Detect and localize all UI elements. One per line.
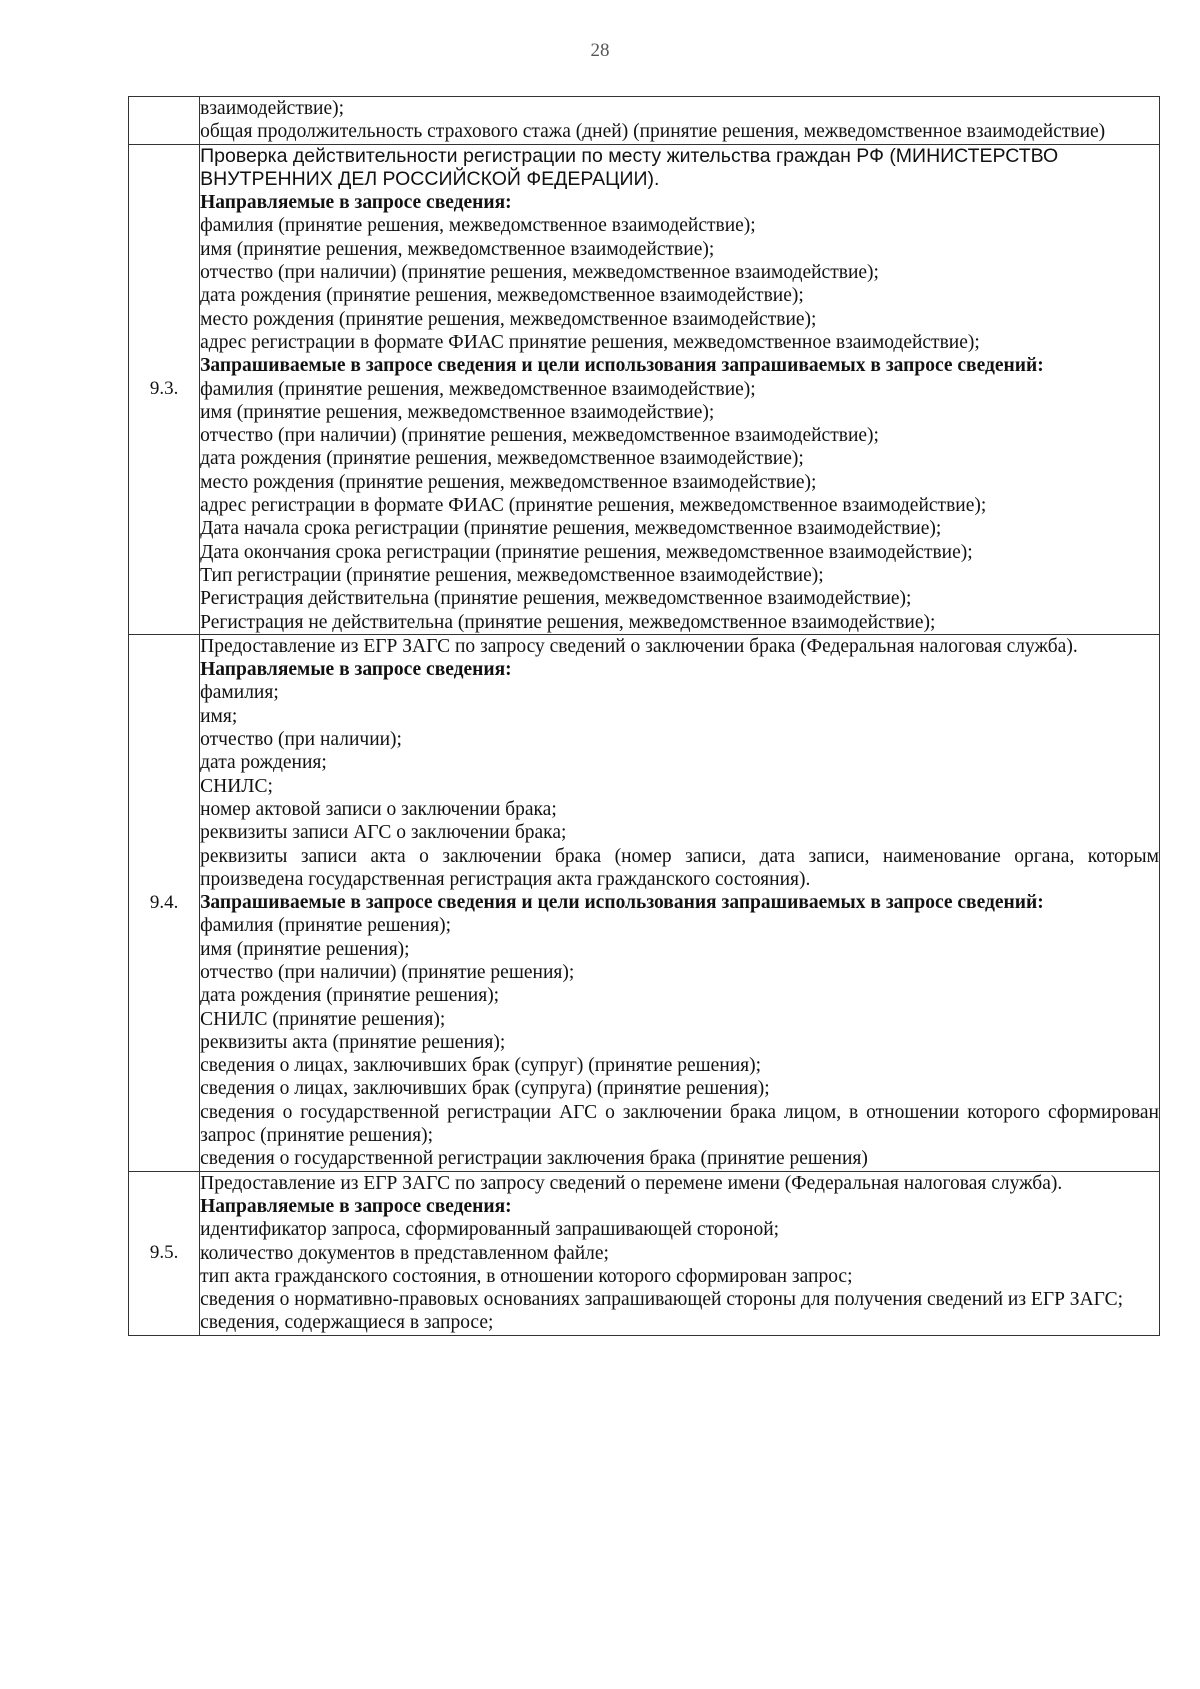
list-item: реквизиты акта (принятие решения); xyxy=(200,1031,506,1053)
list-item: дата рождения; xyxy=(200,752,327,774)
row-number xyxy=(129,97,200,145)
list-item: Проверка действительности регистрации по месту жительства граждан РФ (МИНИСТЕРСТВО ВНУТРЕННИХ ДЕЛ РОССИЙСКОЙ ФЕДЕРАЦИИ). xyxy=(200,144,1059,190)
list-item: тип акта гражданского состояния, в отношении которого сформирован запрос; xyxy=(200,1265,853,1287)
list-item: имя; xyxy=(200,705,238,727)
list-item: отчество (при наличии) (принятие решения, межведомственное взаимодействие); xyxy=(200,425,879,447)
table-row xyxy=(129,97,1160,145)
list-item: отчество (при наличии) (принятие решения, межведомственное взаимодействие); xyxy=(200,262,879,284)
list-item: место рождения (принятие решения, межведомственное взаимодействие); xyxy=(200,471,817,493)
list-item: имя (принятие решения); xyxy=(200,938,410,960)
section-heading: Направляемые в запросе сведения: xyxy=(200,1195,512,1217)
row-content xyxy=(200,634,1160,1171)
list-item: номер актовой записи о заключении брака; xyxy=(200,798,557,820)
list-item: дата рождения (принятие решения, межведомственное взаимодействие); xyxy=(200,285,804,307)
list-item: сведения, содержащиеся в запросе; xyxy=(200,1312,494,1334)
list-item: идентификатор запроса, сформированный запрашивающей стороной; xyxy=(200,1219,780,1241)
list-item: Регистрация не действительна (принятие решения, межведомственное взаимодействие); xyxy=(200,611,936,633)
list-item: СНИЛС; xyxy=(200,775,273,797)
list-item: отчество (при наличии) (принятие решения); xyxy=(200,961,575,983)
list-item: Предоставление из ЕГР ЗАГС по запросу сведений о заключении брака (Федеральная налоговая служба). xyxy=(200,635,1078,657)
list-item: имя (принятие решения, межведомственное взаимодействие); xyxy=(200,401,715,423)
section-heading: Направляемые в запросе сведения: xyxy=(200,659,512,681)
section-heading: Направляемые в запросе сведения: xyxy=(200,192,512,214)
row-content xyxy=(200,1171,1160,1335)
list-item: Регистрация действительна (принятие решения, межведомственное взаимодействие); xyxy=(200,588,912,610)
list-item: сведения о государственной регистрации заключения брака (принятие решения) xyxy=(200,1148,868,1170)
list-item: Тип регистрации (принятие решения, межведомственное взаимодействие); xyxy=(200,564,824,586)
table-row xyxy=(129,634,1160,1171)
page-number: 28 xyxy=(590,40,610,61)
list-item: место рождения (принятие решения, межведомственное взаимодействие); xyxy=(200,308,817,330)
row-number: 9.3. xyxy=(129,144,200,634)
list-item: адрес регистрации в формате ФИАС (принятие решения, межведомственное взаимодействие); xyxy=(200,495,987,517)
requirements-table xyxy=(128,96,1160,1336)
list-item: фамилия (принятие решения, межведомственное взаимодействие); xyxy=(200,215,756,237)
row-number: 9.4. xyxy=(129,634,200,1171)
list-item: фамилия (принятие решения); xyxy=(200,915,452,937)
row-number: 9.5. xyxy=(129,1171,200,1335)
list-item: отчество (при наличии); xyxy=(200,729,402,751)
section-heading: Запрашиваемые в запросе сведения и цели использования запрашиваемых в запросе сведений: xyxy=(200,892,1044,914)
list-item: сведения о государственной регистрации АГС о заключении брака лицом, в отношении которого сформирован запрос (принятие решения); xyxy=(200,1101,1159,1147)
list-item: сведения о лицах, заключивших брак (супруга) (принятие решения); xyxy=(200,1078,770,1100)
row-content xyxy=(200,144,1160,634)
list-item: количество документов в представленном файле; xyxy=(200,1242,609,1264)
list-item: СНИЛС (принятие решения); xyxy=(200,1008,446,1030)
list-item: Дата начала срока регистрации (принятие решения, межведомственное взаимодействие); xyxy=(200,518,942,540)
list-item: дата рождения (принятие решения); xyxy=(200,985,500,1007)
list-item: взаимодействие); xyxy=(200,98,345,119)
list-item: общая продолжительность страхового стажа (дней) (принятие решения, межведомственное взаимодействие) xyxy=(200,121,1106,143)
list-item: Дата окончания срока регистрации (принятие решения, межведомственное взаимодействие); xyxy=(200,541,973,563)
section-heading: Запрашиваемые в запросе сведения и цели использования запрашиваемых в запросе сведений: xyxy=(200,355,1044,377)
list-item: реквизиты записи АГС о заключении брака; xyxy=(200,822,567,844)
list-item: сведения о нормативно-правовых основаниях запрашивающей стороны для получения сведений из ЕГР ЗАГС; xyxy=(200,1289,1124,1311)
table-row xyxy=(129,144,1160,634)
list-item: фамилия; xyxy=(200,682,279,704)
list-item: адрес регистрации в формате ФИАС принятие решения, межведомственное взаимодействие); xyxy=(200,331,980,353)
list-item: фамилия (принятие решения, межведомственное взаимодействие); xyxy=(200,378,756,400)
list-item: дата рождения (принятие решения, межведомственное взаимодействие); xyxy=(200,448,804,470)
list-item: сведения о лицах, заключивших брак (супруг) (принятие решения); xyxy=(200,1055,762,1077)
table-row xyxy=(129,1171,1160,1335)
list-item: имя (принятие решения, межведомственное взаимодействие); xyxy=(200,238,715,260)
list-item: Предоставление из ЕГР ЗАГС по запросу сведений о перемене имени (Федеральная налоговая служба). xyxy=(200,1172,1063,1194)
list-item: реквизиты записи акта о заключении брака (номер записи, дата записи, наименование органа, которым произведена государственная регистрация акта гражданского состояния). xyxy=(200,845,1159,890)
row-content xyxy=(200,97,1160,145)
